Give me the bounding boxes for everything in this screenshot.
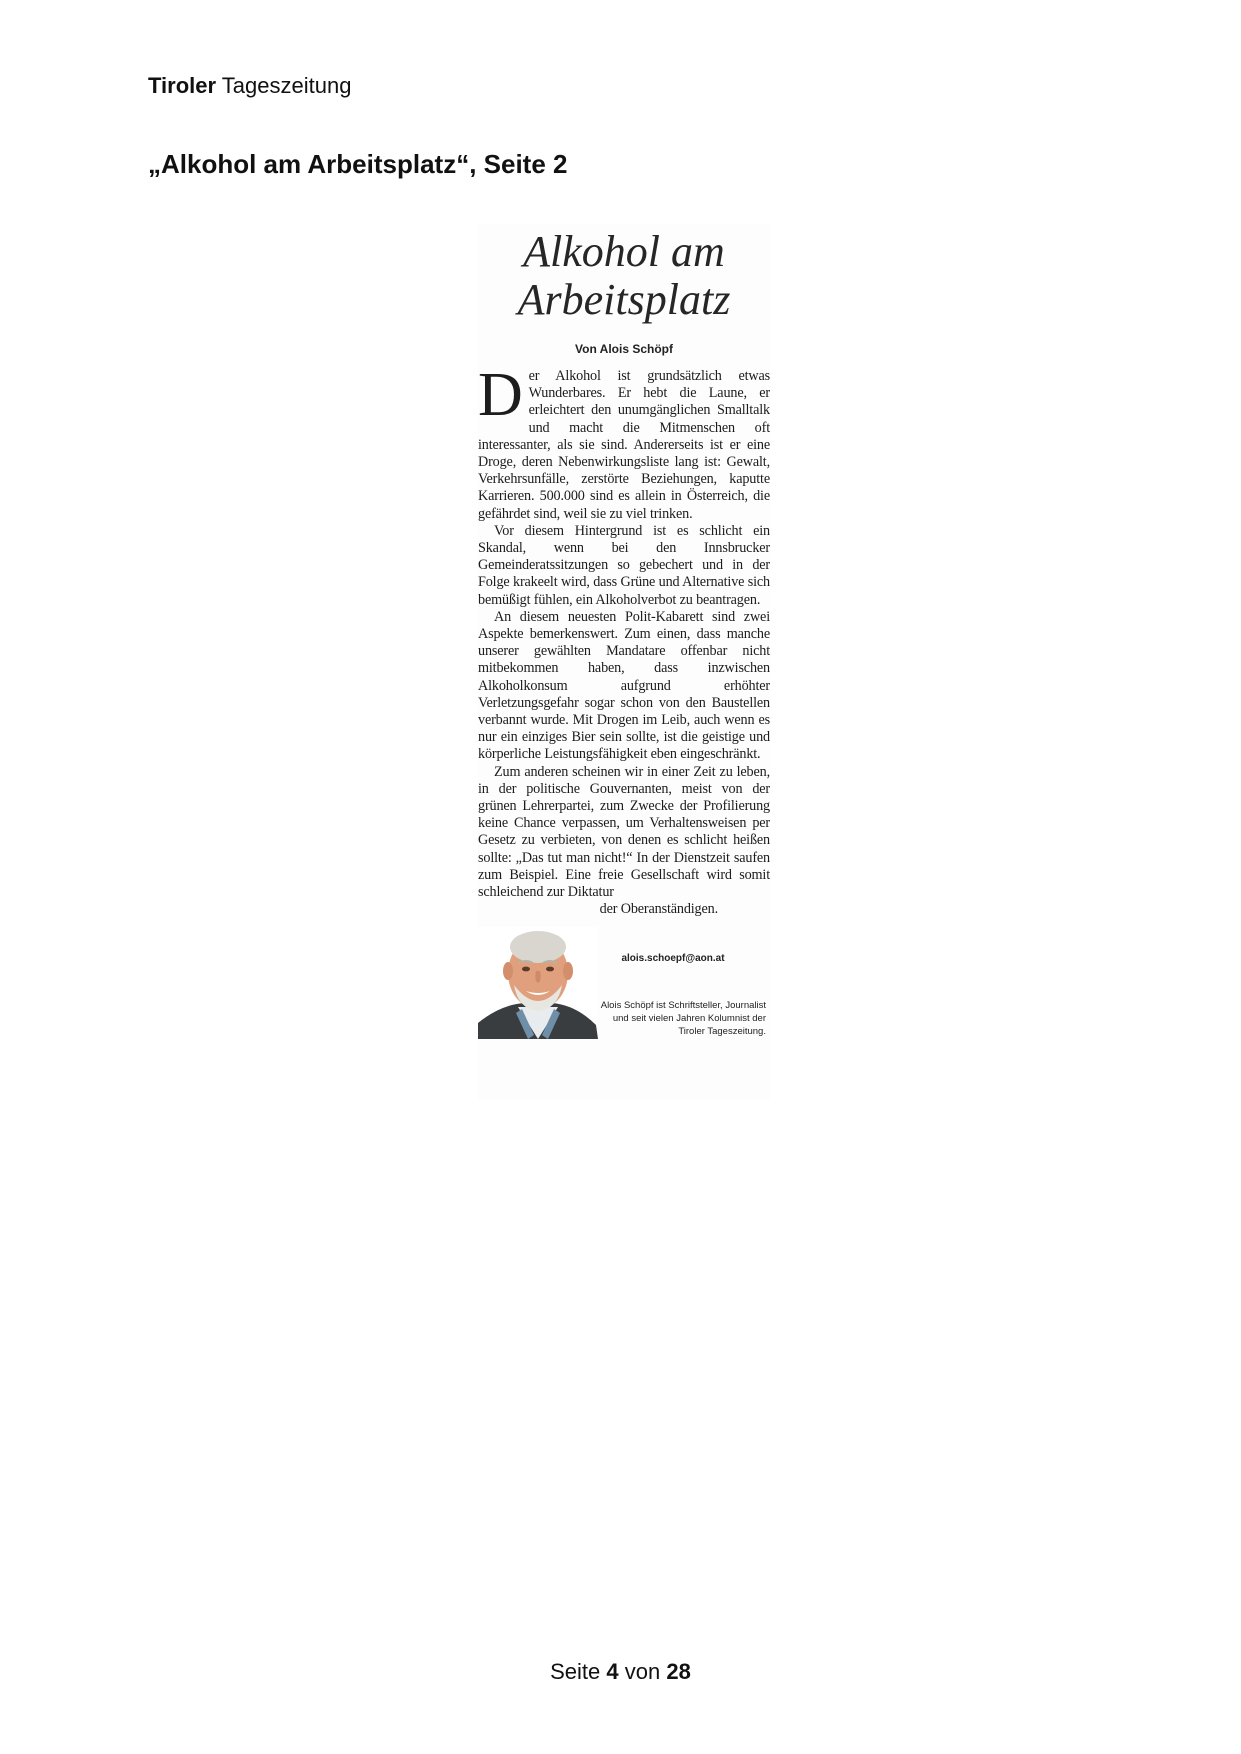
author-email: alois.schoepf@aon.at <box>621 952 725 964</box>
article-paragraph-3: An diesem neuesten Polit-Kabarett sind zwei Aspekte bemerkenswert. Zum einen, dass manche unserer gewählten Mandatare offenbar nicht mitbekommen haben, dass inzwischen Alkoholkonsum aufgrund erhöhter Verletzungsgefahr sogar schon von den Baustellen verbannt wurde. Mit Drogen im Leib, auch wenn es nur ein einziges Bier sein sollte, ist die geistige und körperliche Leistungsfähigkeit eben eingeschränkt. <box>478 608 770 763</box>
article-paragraph-2: Vor diesem Hintergrund ist es schlicht ein Skandal, wenn bei den Innsbrucker Gemeinderatssitzungen so gebechert und in der Folge krakeelt wird, dass Grüne und Alternative sich bemüßigt fühlen, ein Alkoholverbot zu beantragen. <box>478 522 770 608</box>
article-paragraph-4: Zum anderen scheinen wir in einer Zeit zu leben, in der politische Gouvernanten, meist von der grünen Lehrerpartei, zum Zwecke der Profilierung keine Chance verpassen, um Verhaltensweisen per Gesetz zu verbieten, von denen es schlicht heißen sollte: „Das tut man nicht!“ In der Dienstzeit saufen zum Beispiel. Eine freie Gesellschaft wird somit schleichend zur Diktatur <box>478 763 770 901</box>
drop-cap: D <box>478 361 523 429</box>
author-bio <box>576 999 766 1038</box>
newspaper-clipping <box>478 224 770 1100</box>
headline-line-2: Arbeitsplatz <box>517 275 731 324</box>
footer-current-page: 4 <box>606 1659 619 1684</box>
footer-separator: von <box>624 1659 661 1684</box>
page-header <box>148 72 351 100</box>
author-bio-line-3: Tiroler Tageszeitung. <box>678 1025 766 1037</box>
document-title: „Alkohol am Arbeitsplatz“, Seite 2 <box>148 149 568 179</box>
author-box <box>478 927 770 1039</box>
footer-prefix: Seite <box>550 1659 601 1684</box>
paragraph-1-text: er Alkohol ist grundsätzlich etwas Wunderbares. Er hebt die Laune, er erleichtert den unumgänglichen Smalltalk und macht die Mitmenschen oft interessanter, als sie sind. Andererseits ist er eine Droge, deren Nebenwirkungsliste lang ist: Gewalt, Verkehrsunfälle, zerstörte Beziehungen, kaputte Karrieren. 500.000 sind es allein in Österreich, die gefährdet sind, weil sie zu viel trinken. <box>478 368 770 522</box>
author-bio-line-2: und seit vielen Jahren Kolumnist der <box>612 1012 766 1024</box>
article-body <box>478 361 770 919</box>
footer-total-pages: 28 <box>666 1659 691 1684</box>
article-byline: Von Alois Schöpf <box>575 342 673 356</box>
publication-name-regular: Tageszeitung <box>221 73 352 98</box>
article-headline <box>478 224 770 324</box>
article-paragraph-4-end: der Oberanständigen. <box>599 901 718 918</box>
publication-name-bold: Tiroler <box>148 73 217 98</box>
headline-line-1: Alkohol am <box>523 227 725 276</box>
article-paragraph-1 <box>478 361 770 523</box>
author-bio-line-1: Alois Schöpf ist Schriftsteller, Journalist <box>600 999 766 1011</box>
page-footer <box>0 1658 1241 1686</box>
